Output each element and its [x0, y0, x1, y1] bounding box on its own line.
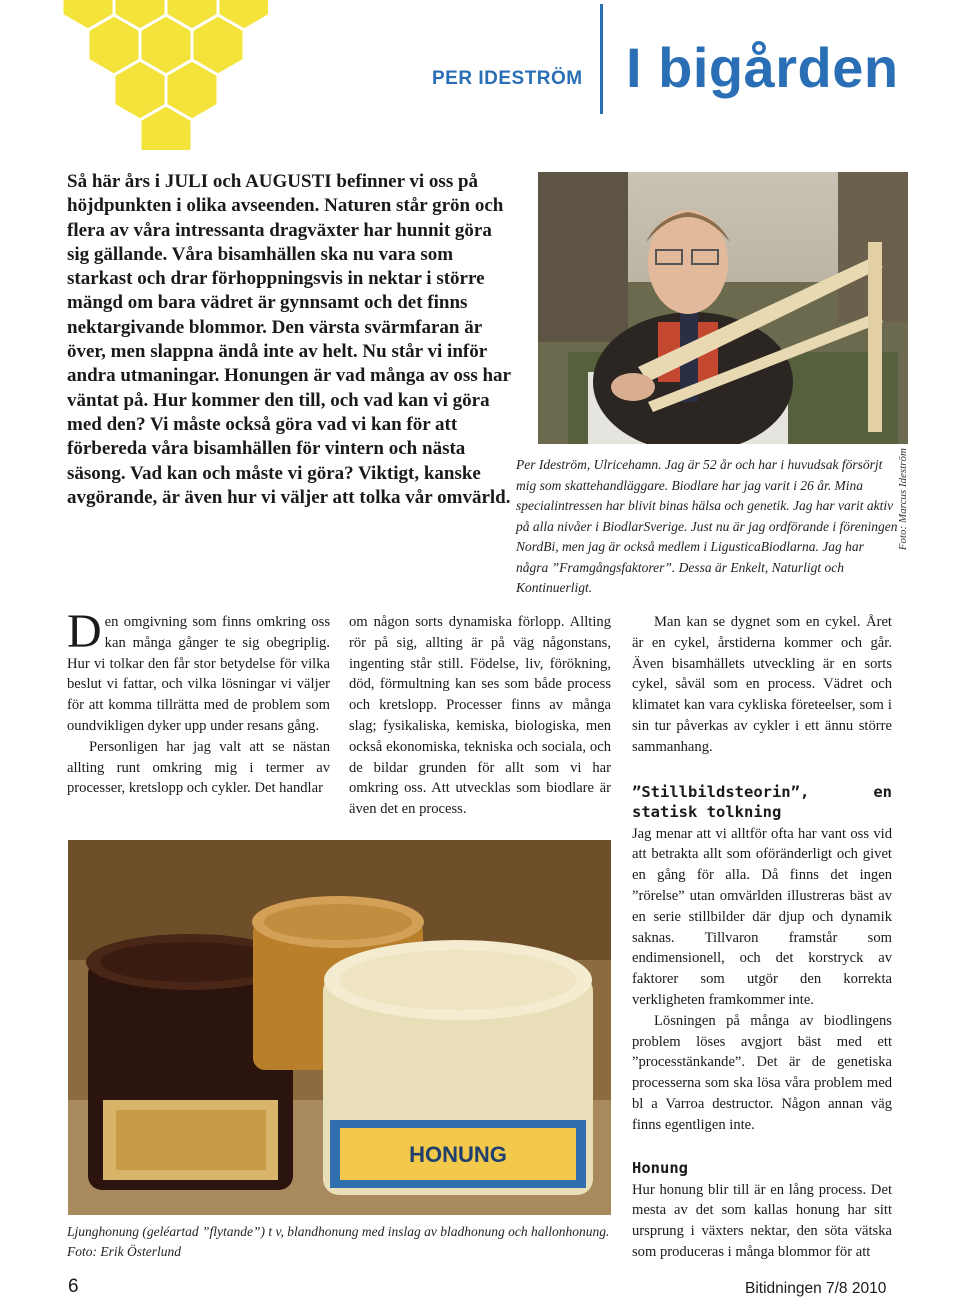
- lead-paragraph: Så här års i JULI och AUGUSTI befinner vi oss på höjdpunkten i olika avseenden. Naturen står grön och flera av våra intressanta dragväxter har hunnit göra sig gällande. Våra bisamhällen ska nu vara som starkast och drar förhoppningsvis in nektar i större mängd om bara vädret är gynnsamt och det finns nektargivande blommor. Den värsta svärmfaran är över, men slappna ändå inte av helt. Nu står vi inför andra utmaningar. Honungen är vad många av oss har väntat på. Hur kommer den till, och vad kan vi göra med den? Vi måste också göra vad vi kan för att förbereda våra bisamhällen för vintern och nästa säsong. Vad kan och måste vi göra? Viktigt, kanske avgörande, är även hur vi väljer att tolka vår omvärld.: [67, 171, 511, 508]
- body-paragraph: om någon sorts dynamiska förlopp. Allting rör på sig, allting är på väg någonstans, ingenting står still. Födelse, liv, förökning, död, förmultning kan ses som både process och kretslopp. Processer finns av många slag; fysikaliska, kemiska, biologiska, men också ekonomiska, tekniska och sociala, och de bildar grunden för allt som vi har omkring oss. Att utvecklas som biodlare är även det en process.: [349, 614, 611, 818]
- body-paragraph: Lösningen på många av biodlingens problem löses avgjort bäst med ett ”processtänkande”. Det är de genetiska processerna som ska lösa våra problem med bl a Varroa destructor. Någon annan väg finns egentligen inte.: [632, 1012, 892, 1133]
- body-paragraph: Jag menar att vi alltför ofta har vant oss vid att betrakta allt som oföränderligt och givet en gång för alla. Då finns det ingen ”rörelse” utan omvärlden illustreras bäst av en serie stillbilder där djup och dynamik saknas. Tillvaron framstår som endimensionell, och det korstryck av faktorer som utgör den korrekta verkligheten framkommer inte.: [632, 825, 892, 1008]
- body-paragraph: Man kan se dygnet som en cykel. Året är en cykel, årstiderna kommer och går. Även bisamhällets utveckling är en sorts cykel, såväl som en process. Vädret och klimatet kan vara cykliska företeelser, som i sin tur påverkas av cykler i ett ännu större sammanhang.: [632, 614, 892, 755]
- body-column-3: [632, 612, 892, 1263]
- body-column-1: [67, 605, 330, 799]
- drop-cap: D: [67, 605, 102, 658]
- portrait-caption: Per Ideström, Ulricehamn. Jag är 52 år och har i huvudsak försörjt mig som skattehandläggare. Biodlare har jag varit i 26 år. Mina specialintressen har blivit binas hälsa och genetik. Jag har varit aktiv på alla nivåer i BiodlarSverige. Just nu är jag ordförande i föreningen NordBi, men jag är också medlem i LigusticaBiodlarna. Jag har några ”Framgångsfaktorer”. Dessa är Enkelt, Naturligt och Kontinuerligt.: [516, 457, 898, 595]
- body-paragraph: en omgivning som finns omkring oss kan många gånger te sig obegriplig. Hur vi tolkar den får stor betydelse för vilka beslut vi fattar, och vilka lösningar vi väljer för att komma tillrätta med de problem som oundvikligen dyker upp under resans gång.: [67, 614, 330, 734]
- body-paragraph: Hur honung blir till är en lång process. Det mesta av det som kallas honung har sitt ursprung i växters nektar, den söta vätska som produceras i många blommor för att: [632, 1181, 892, 1260]
- section-title: I bigården: [626, 36, 899, 99]
- portrait-photo: [538, 172, 908, 444]
- magazine-issue: Bitidningen 7/8 2010: [745, 1280, 887, 1297]
- honey-caption: Ljunghonung (geléartad ”flytande”) t v, blandhonung med inslag av bladhonung och hallonhonung. Foto: Erik Österlund: [67, 1224, 610, 1259]
- jar-label: HONUNG: [409, 1142, 507, 1167]
- honey-jars-photo: [68, 840, 611, 1215]
- author-name: PER IDESTRÖM: [432, 68, 583, 89]
- honeycomb-logo: [58, 0, 268, 150]
- photo-credit: Foto: Marcus Ideström: [897, 448, 909, 551]
- header-divider: [600, 4, 603, 114]
- subheading: ”Stillbildsteorin”, en statisk tolkning: [632, 782, 892, 821]
- page-number: 6: [68, 1276, 79, 1297]
- body-paragraph: Personligen har jag valt att se nästan allting runt omkring mig i termer av processer, kretslopp och cykler. Det handlar: [67, 738, 330, 797]
- body-column-2: [349, 612, 611, 820]
- subheading: Honung: [632, 1158, 688, 1177]
